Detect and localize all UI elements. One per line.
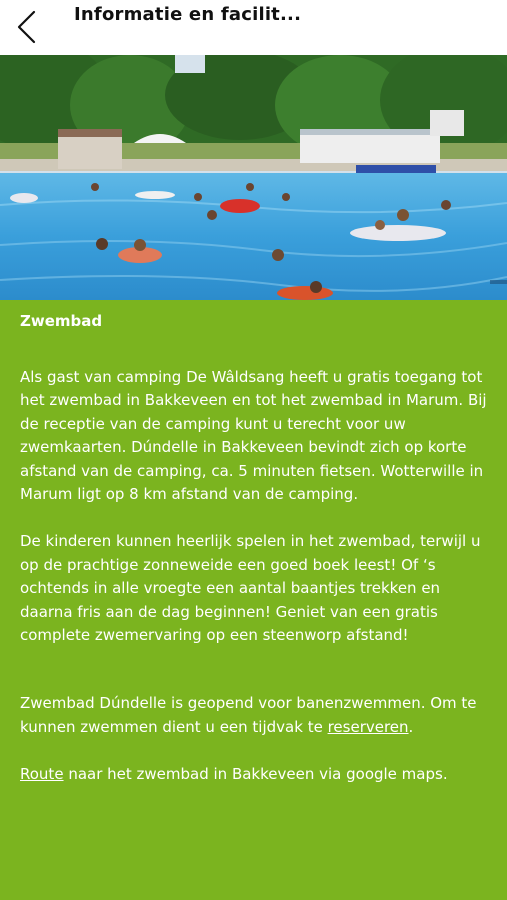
route-text: naar het zwembad in Bakkeveen via google maps.	[63, 765, 448, 784]
intro-paragraph: Als gast van camping De Wâldsang heeft u gratis toegang tot het zwembad in Bakkeveen en tot het zwembad in Marum. Bij de receptie van de camping kunt u terecht voor uw zwemkaarten. Dúndelle in Bakkeveen bevindt zich op korte afstand van de camping, ca. 5 minuten fietsen. Wotterwille in Marum ligt op 8 km afstand van de camping.	[20, 368, 487, 504]
section-title: Zwembad	[20, 312, 103, 330]
app-header	[0, 0, 507, 55]
opening-text-end: .	[408, 717, 414, 736]
kids-paragraph: De kinderen kunnen heerlijk spelen in het zwembad, terwijl u op de prachtige zonneweide een goed boek leest! Of ‘s ochtends in alle vroegte een aantal baantjes trekken en daarna fris aan de dag beginnen! Geniet van een gratis complete zwemervaring op een steenworp afstand!	[20, 532, 481, 645]
content-section	[0, 300, 507, 787]
swimming-pool-photo	[0, 55, 507, 300]
chevron-left-icon[interactable]	[14, 10, 40, 44]
opening-paragraph	[20, 692, 487, 739]
route-link[interactable]: Route	[20, 765, 64, 784]
opening-text: Zwembad Dúndelle is geopend voor banenzwemmen. Om te kunnen zwemmen dient u een tijdvak te	[20, 694, 477, 736]
route-paragraph	[20, 763, 487, 786]
reserve-link[interactable]: reserveren	[327, 717, 409, 736]
page-title: Informatie en facilit...	[74, 4, 302, 25]
